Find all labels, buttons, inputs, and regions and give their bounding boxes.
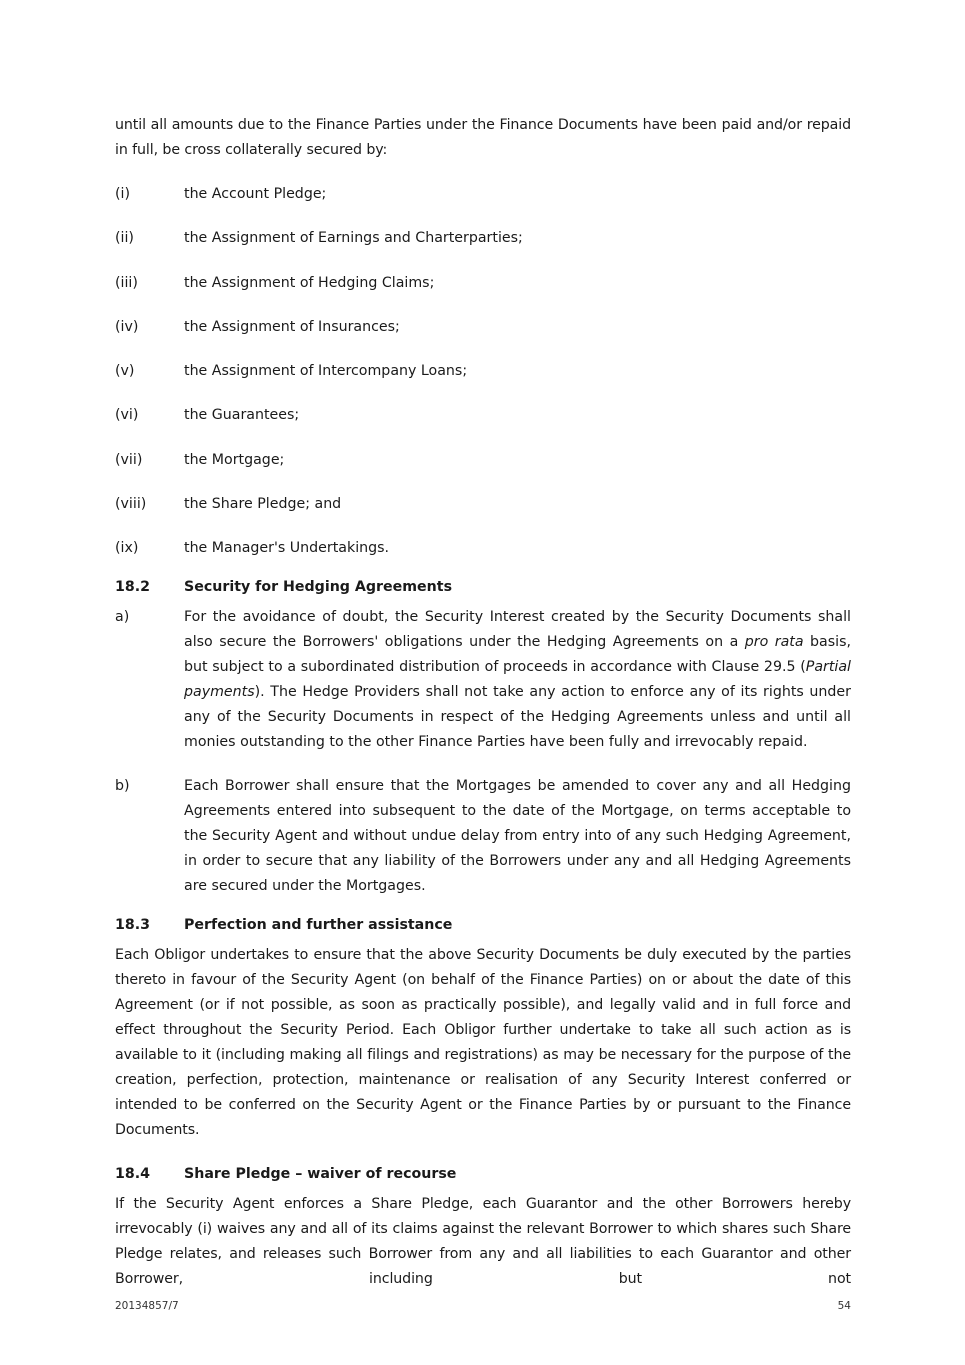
clause-number: b) bbox=[115, 777, 130, 794]
list-item bbox=[115, 226, 851, 251]
list-item-text: the Assignment of Hedging Claims; bbox=[184, 274, 435, 291]
list-item-number: (v) bbox=[115, 363, 135, 380]
list-item-text: the Mortgage; bbox=[184, 451, 285, 468]
section-number: 18.2 bbox=[115, 578, 151, 595]
list-item-text: the Assignment of Earnings and Charterparties; bbox=[184, 230, 523, 247]
list-item-text: the Assignment of Insurances; bbox=[184, 318, 400, 335]
clause-text bbox=[184, 605, 851, 755]
list-item-number: (i) bbox=[115, 186, 131, 202]
section-18-3-text: Each Obligor undertakes to ensure that the above Security Documents be duly executed by the parties thereto in favour of the Security Agent (on behalf of the Finance Parties) on or about the date of this Agreement (or if not possible, as soon as practically possible), and legally valid and in full force and effect throughout the Security Period. Each Obligor further undertake to take all such action as is available to it (including making all filings and registrations) as may be necessary for the purpose of the creation, perfection, protection, maintenance or realisation of any Security Interest conferred or intended to be conferred on the Security Agent or the Finance Parties by or pursuant to the Finance Documents. bbox=[115, 946, 851, 1138]
list-item bbox=[115, 182, 851, 207]
list-item bbox=[115, 448, 851, 473]
list-item bbox=[115, 271, 851, 296]
list-item-number: (vii) bbox=[115, 451, 143, 468]
clause-b bbox=[115, 774, 851, 899]
italic-term: pro rata bbox=[744, 633, 804, 650]
list-item-number: (vi) bbox=[115, 407, 139, 424]
list-item-text: the Guarantees; bbox=[184, 407, 300, 424]
section-title: Share Pledge – waiver of recourse bbox=[184, 1165, 457, 1182]
list-item bbox=[115, 403, 851, 428]
list-item-text: the Account Pledge; bbox=[184, 186, 327, 202]
italic-term: Partial payments bbox=[184, 658, 851, 700]
list-item-number: (ix) bbox=[115, 540, 139, 557]
section-number: 18.3 bbox=[115, 916, 151, 933]
clause-a bbox=[115, 605, 851, 755]
section-title: Security for Hedging Agreements bbox=[184, 578, 453, 595]
list-item-text: the Share Pledge; and bbox=[184, 496, 342, 513]
list-item bbox=[115, 492, 851, 517]
list-item-text: the Assignment of Intercompany Loans; bbox=[184, 363, 468, 380]
section-heading-18-3 bbox=[115, 913, 851, 938]
security-list bbox=[115, 182, 851, 561]
clause-text-part: ). The Hedge Providers shall not take any action to enforce any of its rights under any of the Security Documents in respect of the Hedging Agreements unless and until all monies outstanding to the other Finance Parties have been fully and irrevocably repaid. bbox=[184, 683, 851, 750]
list-item bbox=[115, 315, 851, 340]
list-item-number: (ii) bbox=[115, 230, 134, 247]
section-heading-18-2 bbox=[115, 575, 851, 600]
list-item bbox=[115, 536, 851, 561]
section-title: Perfection and further assistance bbox=[184, 916, 453, 933]
clause-number: a) bbox=[115, 608, 130, 625]
clause-text-part: basis, but subject to a subordinated distribution of proceeds in accordance with Clause 29.5 ( bbox=[184, 633, 851, 675]
list-item-text: the Manager's Undertakings. bbox=[184, 540, 390, 557]
section-number: 18.4 bbox=[115, 1165, 151, 1182]
page-number: 54 bbox=[837, 1300, 851, 1312]
document-reference: 20134857/7 bbox=[115, 1300, 179, 1312]
clause-text-part: For the avoidance of doubt, the Security Interest created by the Security Documents shall also secure the Borrowers' obligations under the Hedging Agreements on a bbox=[184, 608, 851, 650]
section-18-4-text: If the Security Agent enforces a Share Pledge, each Guarantor and the other Borrowers hereby irrevocably (i) waives any and all of its claims against the relevant Borrower to which shares such Share Pledge relates, and releases such Borrower from any and all liabilities to each Guarantor and other Borrower, including but not bbox=[115, 1195, 851, 1287]
list-item-number: (viii) bbox=[115, 496, 147, 513]
section-heading-18-4 bbox=[115, 1162, 851, 1187]
document-page bbox=[115, 113, 851, 1292]
list-item-number: (iv) bbox=[115, 318, 139, 335]
intro-paragraph: until all amounts due to the Finance Parties under the Finance Documents have been paid and/or repaid in full, be cross collaterally secured by: bbox=[115, 117, 851, 158]
list-item-number: (iii) bbox=[115, 274, 138, 291]
list-item bbox=[115, 359, 851, 384]
clause-text: Each Borrower shall ensure that the Mortgages be amended to cover any and all Hedging Agreements entered into subsequent to the date of the Mortgage, on terms acceptable to the Security Agent and without undue delay from entry into of any such Hedging Agreement, in order to secure that any liability of the Borrowers under any and all Hedging Agreements are secured under the Mortgages. bbox=[184, 777, 851, 894]
